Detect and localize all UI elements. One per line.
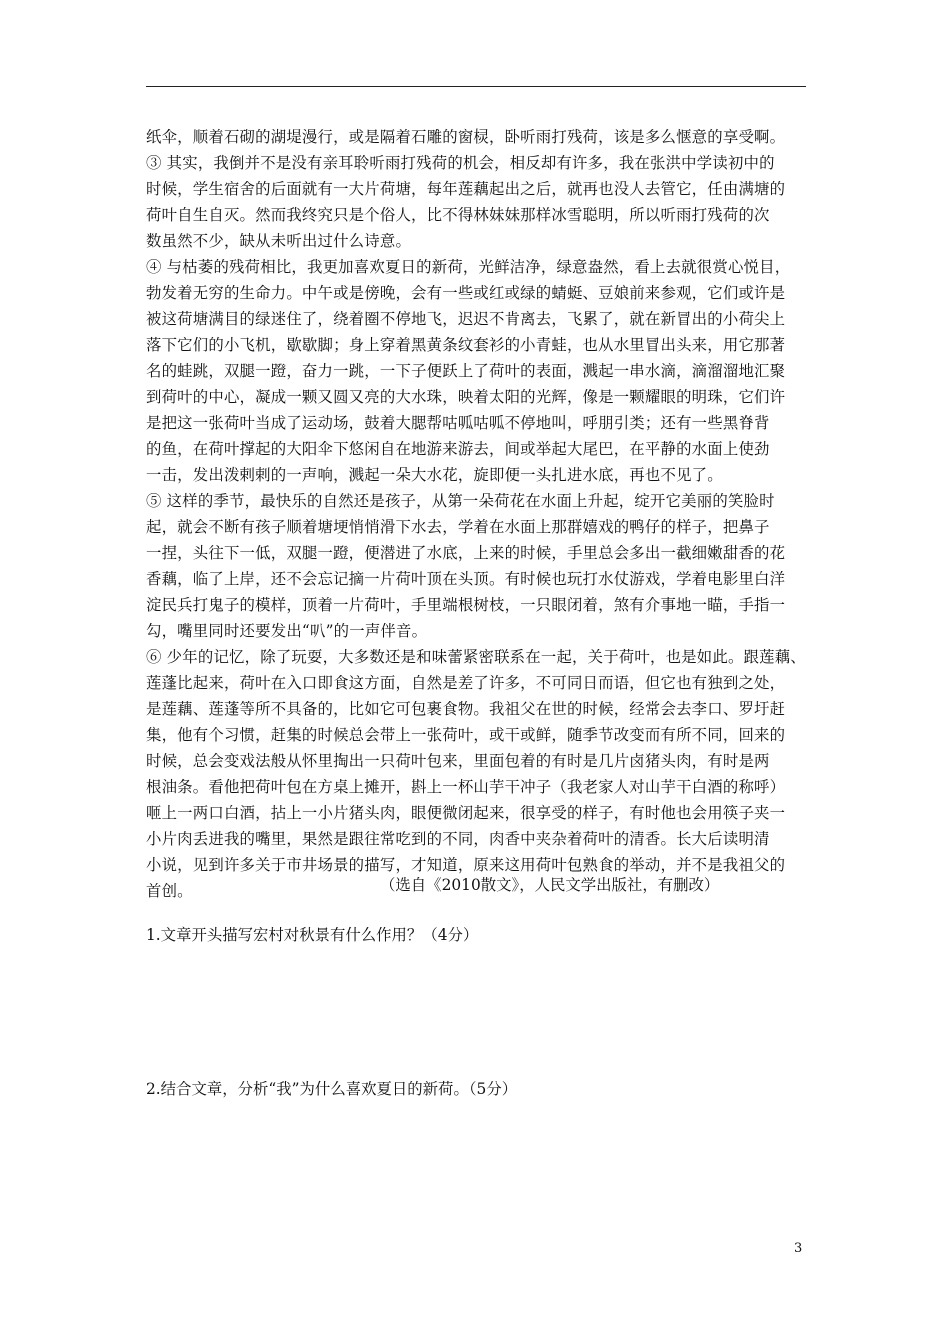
- passage-line: 纸伞，顺着石砌的湖堤漫行，或是隔着石雕的窗棂，卧听雨打残荷，该是多么惬意的享受啊。: [146, 128, 786, 146]
- passage-line: 集，他有个习惯，赶集的时候总会带上一张荷叶，或干或鲜，随季节改变而有所不同，回来的: [146, 726, 786, 744]
- passage-line: 根油条。看他把荷叶包在方桌上摊开，斟上一杯山芋干冲子（我老家人对山芋干白酒的称呼）: [146, 778, 786, 796]
- passage-line: 首创。: [146, 882, 193, 900]
- page-number: 3: [794, 1241, 803, 1256]
- passage-line: 小说，见到许多关于市井场景的描写，才知道，原来这用荷叶包熟食的举动，并不是我祖父的: [146, 856, 786, 874]
- question-1: 1.文章开头描写宏村对秋景有什么作用？（4分）: [146, 926, 479, 944]
- passage-line: 时候，总会变戏法般从怀里掏出一只荷叶包来，里面包着的有时是几片卤猪头肉，有时是两: [146, 752, 770, 770]
- source-citation: （选自《2010散文》，人民文学出版社，有删改）: [380, 876, 720, 894]
- passage-line: 淀民兵打鬼子的模样，顶着一片荷叶，手里端根树枝，一只眼闭着，煞有介事地一瞄，手指一: [146, 596, 786, 614]
- passage-line: 是莲藕、莲蓬等所不具备的，比如它可包裹食物。我祖父在世的时候，经常会去李口、罗圩赶: [146, 700, 786, 718]
- question-2: 2.结合文章，分析“我”为什么喜欢夏日的新荷。（5分）: [146, 1080, 518, 1098]
- header-rule: [146, 86, 806, 87]
- passage-line: 落下它们的小飞机，歇歇脚；身上穿着黑黄条纹套衫的小青蛙，也从水里冒出头来，用它那著: [146, 336, 786, 354]
- passage-line: ④ 与枯萎的残荷相比，我更加喜欢夏日的新荷，光鲜洁净，绿意盎然，看上去就很赏心悦目，: [146, 258, 791, 276]
- passage-line: 的鱼，在荷叶撑起的大阳伞下悠闲自在地游来游去，间或举起大尾巴，在平静的水面上使劲: [146, 440, 770, 458]
- passage-line: 咂上一两口白酒，拈上一小片猪头肉，眼便微闭起来，很享受的样子，有时他也会用筷子夹一: [146, 804, 786, 822]
- passage-line: 香藕，临了上岸，还不会忘记摘一片荷叶顶在头顶。有时候也玩打水仗游戏，学着电影里白洋: [146, 570, 786, 588]
- passage-line: ⑥ 少年的记忆，除了玩耍，大多数还是和味蕾紧密联系在一起，关于荷叶，也是如此。跟莲藕、: [146, 648, 806, 666]
- passage-line: 时候，学生宿舍的后面就有一大片荷塘，每年莲藕起出之后，就再也没人去管它，任由满塘的: [146, 180, 786, 198]
- passage-line: 荷叶自生自灭。然而我终究只是个俗人，比不得林妹妹那样冰雪聪明，所以听雨打残荷的次: [146, 206, 770, 224]
- passage-line: 到荷叶的中心，凝成一颗又圆又亮的大水珠，映着太阳的光辉，像是一颗耀眼的明珠，它们许: [146, 388, 786, 406]
- passage-line: ③ 其实，我倒并不是没有亲耳聆听雨打残荷的机会，相反却有许多，我在张洪中学读初中的: [146, 154, 775, 172]
- passage-line: 小片肉丢进我的嘴里，果然是跟往常吃到的不同，肉香中夹杂着荷叶的清香。长大后读明清: [146, 830, 770, 848]
- passage-line: 勾，嘴里同时还要发出“叭”的一声伴音。: [146, 622, 428, 640]
- passage-line: 名的蛙跳，双腿一蹬，奋力一跳，一下子便跃上了荷叶的表面，溅起一串水滴，滴溜溜地汇聚: [146, 362, 786, 380]
- passage-line: 勃发着无穷的生命力。中午或是傍晚，会有一些或红或绿的蜻蜓、豆娘前来参观，它们或许是: [146, 284, 786, 302]
- passage-line: 起，就会不断有孩子顺着塘埂悄悄滑下水去，学着在水面上那群嬉戏的鸭仔的样子，把鼻子: [146, 518, 770, 536]
- passage-line: 数虽然不少，缺从未听出过什么诗意。: [146, 232, 412, 250]
- passage-line: 是把这一张荷叶当成了运动场，鼓着大腮帮咕呱咕呱不停地叫，呼朋引类；还有一些黑脊背: [146, 414, 770, 432]
- passage-line: 一击，发出泼剌剌的一声响，溅起一朵大水花，旋即便一头扎进水底，再也不见了。: [146, 466, 723, 484]
- passage-line: 莲蓬比起来，荷叶在入口即食这方面，自然是差了许多，不可同日而语，但它也有独到之处，: [146, 674, 786, 692]
- passage-body: [146, 124, 810, 904]
- passage-line: ⑤ 这样的季节，最快乐的自然还是孩子，从第一朵荷花在水面上升起，绽开它美丽的笑脸时: [146, 492, 775, 510]
- passage-line: 一捏，头往下一低，双腿一蹬，便潜进了水底，上来的时候，手里总会多出一截细嫩甜香的花: [146, 544, 786, 562]
- passage-line: 被这荷塘满目的绿迷住了，绕着圈不停地飞，迟迟不肯离去，飞累了，就在新冒出的小荷尖上: [146, 310, 786, 328]
